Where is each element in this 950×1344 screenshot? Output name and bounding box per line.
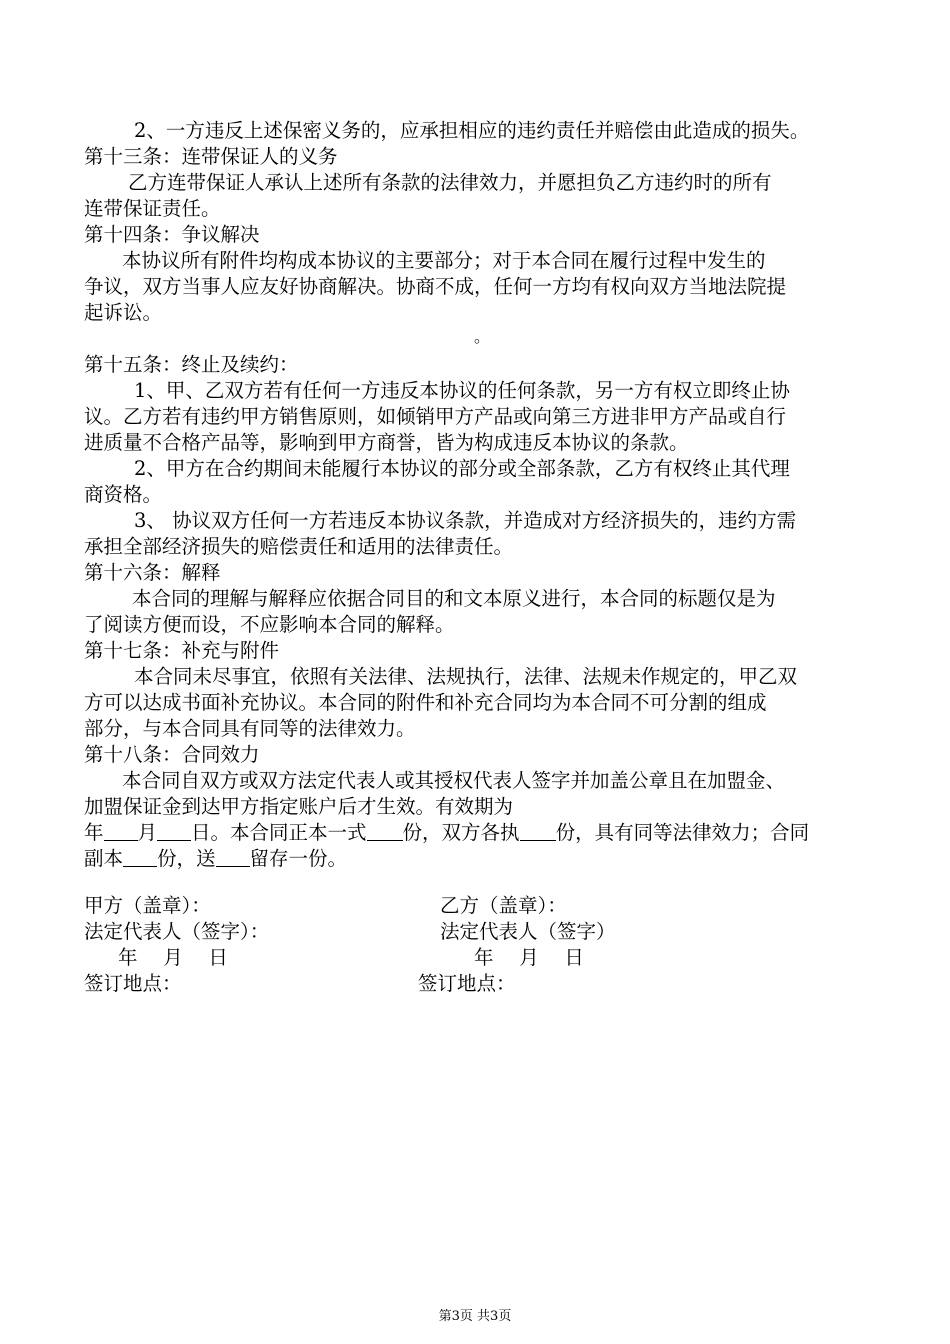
- paragraph-line: 本合同未尽事宜，依照有关法律、法规执行，法律、法规未作规定的，甲乙双: [134, 665, 798, 688]
- paragraph-line: 本合同自双方或双方法定代表人或其授权代表人签字并加盖公章且在加盟金、: [122, 769, 786, 792]
- party-a-date: 年 月 日: [118, 946, 228, 969]
- fill-in-blank[interactable]: [520, 820, 556, 841]
- paragraph-line: 进质量不合格产品等，影响到甲方商誉，皆为构成违反本协议的条款。: [84, 431, 689, 454]
- party-a-place-label: 签订地点：: [84, 972, 182, 995]
- party-b-seal-label: 乙方（盖章）：: [440, 894, 567, 917]
- text-segment: 留存一份。: [249, 847, 348, 870]
- paragraph-line: 本协议所有附件均构成本协议的主要部分；对于本合同在履行过程中发生的: [122, 249, 766, 272]
- paragraph-line: 承担全部经济损失的赔偿责任和适用的法律责任。: [84, 535, 514, 558]
- party-a-seal-label: 甲方（盖章）：: [84, 894, 211, 917]
- fill-in-blank[interactable]: [157, 820, 191, 841]
- text-segment: 份，具有同等法律效力；合同: [555, 821, 810, 844]
- paragraph-line: 第十三条：连带保证人的义务: [84, 145, 338, 168]
- party-b-place-label: 签订地点：: [418, 972, 516, 995]
- paragraph-line: [84, 820, 884, 846]
- paragraph-line: 连带保证责任。: [84, 197, 221, 220]
- paragraph-line: 起诉讼。: [84, 301, 163, 324]
- paragraph-line: 第十五条：终止及续约：: [84, 353, 299, 376]
- party-b-date: 年 月 日: [474, 946, 584, 969]
- party-a-rep-label: 法定代表人（签字）：: [84, 920, 270, 943]
- paragraph-line: 2、甲方在合约期间未能履行本协议的部分或全部条款，乙方有权终止其代理: [134, 457, 790, 480]
- paragraph-line: 第十八条：合同效力: [84, 743, 260, 766]
- paragraph-line: 第十四条：争议解决: [84, 223, 260, 246]
- paragraph-line: 了阅读方便而设，不应影响本合同的解释。: [84, 613, 455, 636]
- contract-body: [84, 118, 884, 872]
- paragraph-line: 第十六条：解释: [84, 561, 221, 584]
- stray-period: 。: [474, 327, 491, 346]
- paragraph-line: 第十七条：补充与附件: [84, 639, 280, 662]
- paragraph-line: 乙方连带保证人承认上述所有条款的法律效力，并愿担负乙方违约时的所有: [128, 171, 772, 194]
- paragraph-line: 1、甲、乙双方若有任何一方违反本协议的任何条款，另一方有权立即终止协: [134, 379, 790, 402]
- paragraph-line: 商资格。: [84, 483, 163, 506]
- fill-in-blank[interactable]: [216, 846, 250, 867]
- party-b-rep-label: 法定代表人（签字）: [440, 920, 616, 943]
- page-footer: 第3页 共3页: [438, 1309, 512, 1324]
- paragraph-line: 2、一方违反上述保密义务的，应承担相应的违约责任并赔偿由此造成的损失。: [134, 119, 810, 142]
- paragraph-line: 方可以达成书面补充协议。本合同的附件和补充合同均为本合同不可分割的组成: [84, 691, 767, 714]
- paragraph-line: [84, 846, 884, 872]
- text-segment: 份，双方各执: [402, 821, 520, 844]
- paragraph-line: 加盟保证金到达甲方指定账户后才生效。有效期为: [84, 795, 514, 818]
- paragraph-line: 议。乙方若有违约甲方销售原则，如倾销甲方产品或向第三方进非甲方产品或自行: [84, 405, 787, 428]
- text-segment: 份，送: [157, 847, 216, 870]
- text-segment: 月: [137, 821, 158, 844]
- paragraph-line: 争议，双方当事人应友好协商解决。协商不成，任何一方均有权向双方当地法院提: [84, 275, 787, 298]
- fill-in-blank[interactable]: [123, 846, 157, 867]
- text-segment: 年: [84, 821, 104, 844]
- text-segment: 日。本合同正本一式: [191, 821, 367, 844]
- paragraph-line: 3、 协议双方任何一方若违反本协议条款，并造成对方经济损失的，违约方需: [134, 509, 797, 532]
- paragraph-line: 部分，与本合同具有同等的法律效力。: [84, 717, 416, 740]
- fill-in-blank[interactable]: [367, 820, 403, 841]
- paragraph-line: 本合同的理解与解释应依据合同目的和文本原义进行，本合同的标题仅是为: [132, 587, 776, 610]
- text-segment: 副本: [84, 847, 124, 870]
- fill-in-blank[interactable]: [104, 820, 138, 841]
